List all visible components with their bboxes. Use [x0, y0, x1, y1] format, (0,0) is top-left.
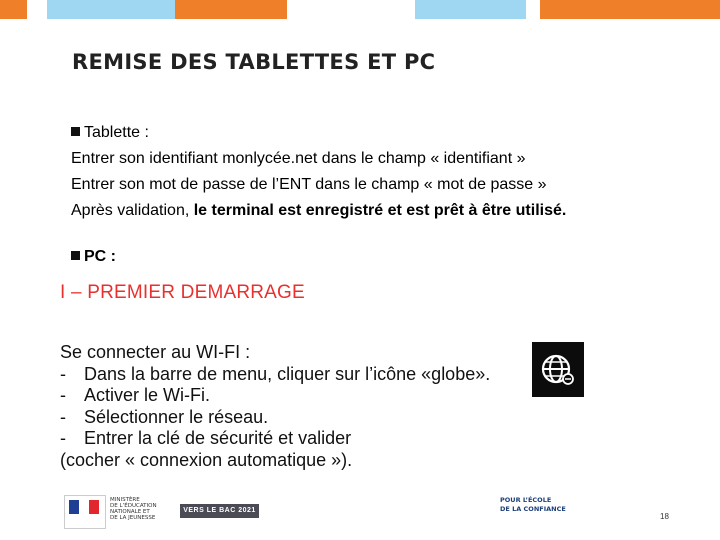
wifi-step-text: Dans la barre de menu, cliquer sur l’icône «globe». — [84, 363, 491, 384]
instruction-line-1: Entrer son identifiant monlycée.net dans le champ « identifiant » — [71, 150, 526, 167]
wifi-step: - Entrer la clé de sécurité et valider — [60, 428, 352, 448]
wifi-step: - Activer le Wi-Fi. — [60, 385, 210, 405]
wifi-step-text: Sélectionner le réseau. — [84, 406, 269, 427]
wifi-step-text: Activer le Wi-Fi. — [84, 385, 210, 405]
flag-icon — [69, 500, 99, 514]
instruction-line-2: Entrer son mot de passe de l’ENT dans le champ « mot de passe » — [71, 176, 547, 193]
wifi-instructions — [60, 342, 490, 471]
square-bullet-icon — [71, 127, 80, 136]
top-bar-orange-3 — [540, 0, 720, 19]
wifi-note: (cocher « connexion automatique »). — [60, 449, 353, 470]
republique-logo — [64, 495, 106, 529]
globe-icon — [532, 342, 584, 397]
wifi-title: Se connecter au WI-FI : — [60, 342, 251, 362]
slide-title: REMISE DES TABLETTES ET PC — [72, 50, 436, 74]
wifi-step-text: Entrer la clé de sécurité et valider — [84, 428, 352, 448]
top-bar-orange-1 — [0, 0, 27, 19]
top-bar-blue-1 — [47, 0, 175, 19]
instruction-line-3-bold: le terminal est enregistré et est prêt à être utilisé. — [193, 202, 567, 219]
wifi-step: - Dans la barre de menu, cliquer sur l’icône «globe». — [60, 363, 491, 384]
top-bar-orange-2 — [175, 0, 287, 19]
wifi-step: - Sélectionner le réseau. — [60, 406, 269, 427]
square-bullet-icon — [71, 251, 80, 260]
instruction-line-3 — [71, 198, 566, 224]
top-bar-blue-2 — [415, 0, 526, 19]
ministry-label: MINISTÈRE DE L’ÉDUCATION NATIONALE ET DE LA JEUNESSE — [110, 497, 157, 521]
section-heading: I – PREMIER DEMARRAGE — [60, 282, 305, 303]
tablet-heading — [71, 120, 566, 146]
tablet-instructions — [71, 120, 566, 224]
bac-badge: VERS LE BAC 2021 — [180, 504, 259, 518]
instruction-line-3-normal: Après validation, — [71, 202, 194, 219]
tablet-label: Tablette : — [84, 124, 149, 141]
ecole-confiance-logo: POUR L’ÉCOLE DE LA CONFIANCE — [500, 496, 566, 513]
pc-heading — [71, 248, 116, 266]
page-number: 18 — [660, 512, 669, 521]
pc-label: PC : — [84, 248, 116, 265]
